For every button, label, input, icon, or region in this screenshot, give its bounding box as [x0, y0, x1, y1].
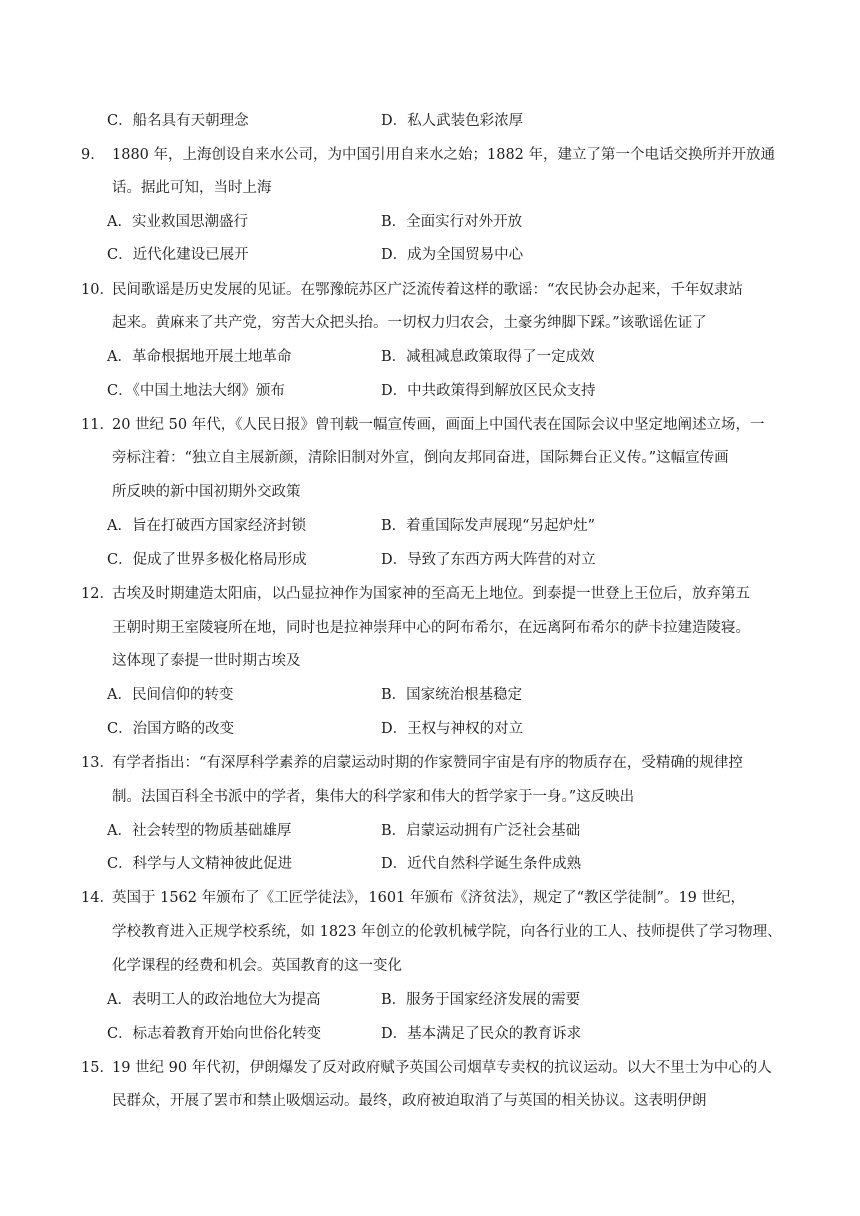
- q10-option-a: A．革命根据地开展土地革命: [107, 349, 292, 365]
- q13-option-d: D．近代自然科学诞生条件成熟: [381, 856, 582, 872]
- q8-option-d: D．私人武装色彩浓厚: [381, 113, 524, 129]
- q12-stem-line-1: 古埃及时期建造太阳庙，以凸显拉神作为国家神的至高无上地位。到泰提一世登上王位后，放弃第五: [112, 586, 750, 602]
- q13-option-b: B．启蒙运动拥有广泛社会基础: [381, 823, 581, 839]
- q14-stem-line-2: 学校教育进入正规学校系统，如 1823 年创立的伦敦机械学院，向各行业的工人、技师提供了学习物理、: [112, 924, 782, 940]
- q14-option-c: C．标志着教育开始向世俗化转变: [107, 1026, 322, 1042]
- q11-option-c: C．促成了世界多极化格局形成: [107, 552, 307, 568]
- q9-number: 9．: [81, 147, 105, 163]
- q9-option-c: C．近代化建设已展开: [107, 247, 249, 263]
- q13-number: 13．: [81, 755, 114, 771]
- q10-stem-line-2: 起来。黄麻来了共产党，穷苦大众把头抬。一切权力归农会，土豪劣绅脚下踩。”该歌谣佐证了: [112, 315, 707, 331]
- q10-option-d: D．中共政策得到解放区民众支持: [381, 383, 596, 399]
- q12-number: 12．: [81, 586, 114, 602]
- q13-option-c: C．科学与人文精神彼此促进: [107, 856, 293, 872]
- q9-stem-line-2: 话。据此可知，当时上海: [112, 180, 272, 196]
- q13-stem-line-1: 有学者指出：“有深厚科学素养的启蒙运动时期的作家赞同宇宙是有序的物质存在，受精确的规律控: [112, 755, 743, 771]
- q9-option-d: D．成为全国贸易中心: [381, 247, 524, 263]
- q14-option-b: B．服务于国家经济发展的需要: [381, 992, 581, 1008]
- q12-option-d: D．王权与神权的对立: [381, 721, 524, 737]
- q14-stem-line-3: 化学课程的经费和机会。英国教育的这一变化: [112, 958, 402, 974]
- q8-option-c: C．船名具有天朝理念: [107, 113, 249, 129]
- q12-option-b: B．国家统治根基稳定: [381, 687, 523, 703]
- q12-option-c: C．治国方略的改变: [107, 721, 235, 737]
- q10-option-c: C．《中国土地法大纲》颁布: [107, 383, 285, 399]
- q10-number: 10．: [81, 282, 114, 298]
- q11-number: 11．: [81, 417, 114, 433]
- q11-stem-line-3: 所反映的新中国初期外交政策: [112, 484, 301, 500]
- q13-option-a: A．社会转型的物质基础雄厚: [107, 823, 292, 839]
- q10-option-b: B．减租减息政策取得了一定成效: [381, 349, 595, 365]
- q11-option-a: A．旨在打破西方国家经济封锁: [107, 518, 306, 534]
- q14-option-a: A．表明工人的政治地位大为提高: [107, 992, 321, 1008]
- q9-option-b: B．全面实行对外开放: [381, 214, 523, 230]
- q11-option-d: D．导致了东西方两大阵营的对立: [381, 552, 596, 568]
- q10-stem-line-1: 民间歌谣是历史发展的见证。在鄂豫皖苏区广泛流传着这样的歌谣：“农民协会办起来，千年奴隶站: [112, 282, 743, 298]
- q9-option-a: A．实业救国思潮盛行: [107, 214, 248, 230]
- q13-stem-line-2: 制。法国百科全书派中的学者，集伟大的科学家和伟大的哲学家于一身。”这反映出: [112, 789, 635, 805]
- q9-stem-line-1: 1880 年，上海创设自来水公司，为中国引用自来水之始；1882 年，建立了第一个电话交换所并开放通: [112, 147, 776, 163]
- q11-option-b: B．着重国际发声展现“另起炉灶”: [381, 518, 595, 534]
- q12-option-a: A．民间信仰的转变: [107, 687, 234, 703]
- q15-stem-line-1: 19 世纪 90 年代初，伊朗爆发了反对政府赋予英国公司烟草专卖权的抗议运动。以大不里士为中心的人: [112, 1060, 772, 1076]
- q12-stem-line-2: 王朝时期王室陵寝所在地，同时也是拉神崇拜中心的阿布希尔，在远离阿布希尔的萨卡拉建造陵寝。: [112, 620, 750, 636]
- q11-stem-line-1: 20 世纪 50 年代，《人民日报》曾刊载一幅宣传画，画面上中国代表在国际会议中坚定地阐述立场，一: [112, 417, 765, 433]
- q11-stem-line-2: 旁标注着：“独立自主展新颜，清除旧制对外宣，倒向友邦同奋进，国际舞台正义传。”这幅宣传画: [112, 450, 729, 466]
- q14-number: 14．: [81, 890, 114, 906]
- q14-option-d: D．基本满足了民众的教育诉求: [381, 1026, 582, 1042]
- q15-number: 15．: [81, 1060, 114, 1076]
- q15-stem-line-2: 民群众，开展了罢市和禁止吸烟运动。最终，政府被迫取消了与英国的相关协议。这表明伊朗: [112, 1093, 707, 1109]
- q12-stem-line-3: 这体现了泰提一世时期古埃及: [112, 653, 301, 669]
- q14-stem-line-1: 英国于 1562 年颁布了《工匠学徒法》，1601 年颁布《济贫法》，规定了“教区学徒制”。19 世纪，: [112, 890, 746, 906]
